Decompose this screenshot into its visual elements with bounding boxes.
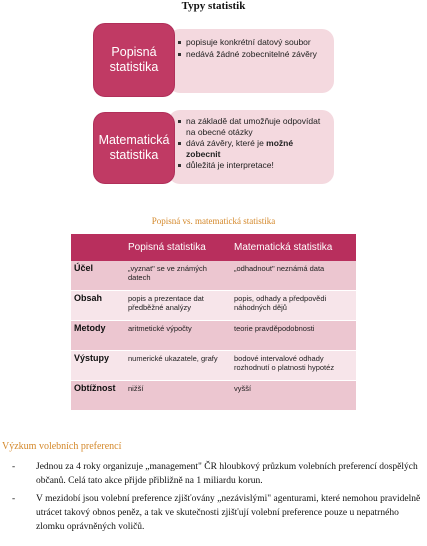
bullet-item: důležitá je interpretace! [176, 160, 328, 171]
block-label: Matematická statistika [98, 133, 170, 162]
dash-bullet: - [12, 494, 16, 504]
row-header: Účel [71, 261, 125, 291]
voting-heading: Výzkum volebních preferencí [2, 441, 122, 452]
row-header: Metody [71, 321, 125, 351]
page-title: Typy statistik [181, 0, 246, 12]
table-cell: popis, odhady a předpovědi náhodných dějů [231, 291, 356, 321]
matematicka-statistika-block [94, 113, 174, 183]
list-item [6, 460, 421, 488]
list-item-text: Jednou za 4 roky organizuje „management" ČR hloubkový průzkum volebních preferencí dospělých občanů. Celá tato akce přijde přibližně na 1 miliardu korun. [36, 462, 418, 486]
row-header: Obtížnost [71, 381, 125, 411]
popisna-description-box [168, 29, 334, 93]
column-header: Matematická statistika [231, 234, 356, 261]
table-cell: aritmetické výpočty [125, 321, 231, 351]
row-header: Obsah [71, 291, 125, 321]
table-cell: teorie pravděpodobnosti [231, 321, 356, 351]
table-row [71, 321, 356, 351]
table-cell: vyšší [231, 381, 356, 411]
list-item [6, 492, 421, 534]
dash-bullet: - [12, 462, 16, 472]
table-row [71, 261, 356, 291]
table-row [71, 291, 356, 321]
table-row [71, 351, 356, 381]
bullet-item: nedává žádné zobecnitelné závěry [176, 49, 328, 60]
bullet-text: dává závěry, které je [186, 138, 264, 148]
bullet-item [176, 138, 328, 159]
matematicka-description-box [168, 110, 334, 184]
table-row [71, 381, 356, 411]
block-label: Popisná statistika [109, 45, 159, 74]
table-cell: „vyznat" se ve známých datech [125, 261, 231, 291]
comparison-table [71, 234, 356, 411]
comparison-heading: Popisná vs. matematická statistika [151, 216, 276, 226]
list-item-text: V mezidobí jsou volební preference zjišťovány „nezávislými" agenturami, které nemohou pravidelně utrácet takový obnos peněz, a tak ve skutečnosti zjišťují volební preference pouze u nepatrného zlomku oprávněných voličů. [36, 494, 421, 532]
table-cell: bodové intervalové odhady rozhodnutí o platnosti hypotéz [231, 351, 356, 381]
row-header: Výstupy [71, 351, 125, 381]
table-cell: nižší [125, 381, 231, 411]
bullet-item: na základě dat umožňuje odpovídat na obecné otázky [176, 116, 328, 137]
popisna-statistika-block [94, 24, 174, 96]
bullet-item: popisuje konkrétní datový soubor [176, 37, 328, 48]
voting-list [6, 460, 421, 538]
bullet-emphasis: možné zobecnit [186, 138, 294, 159]
column-header [71, 234, 125, 261]
table-cell: popis a prezentace dat předběžné analýzy [125, 291, 231, 321]
column-header: Popisná statistika [125, 234, 231, 261]
table-cell: „odhadnout" neznámá data [231, 261, 356, 291]
table-cell: numerické ukazatele, grafy [125, 351, 231, 381]
table-header-row [71, 234, 356, 261]
